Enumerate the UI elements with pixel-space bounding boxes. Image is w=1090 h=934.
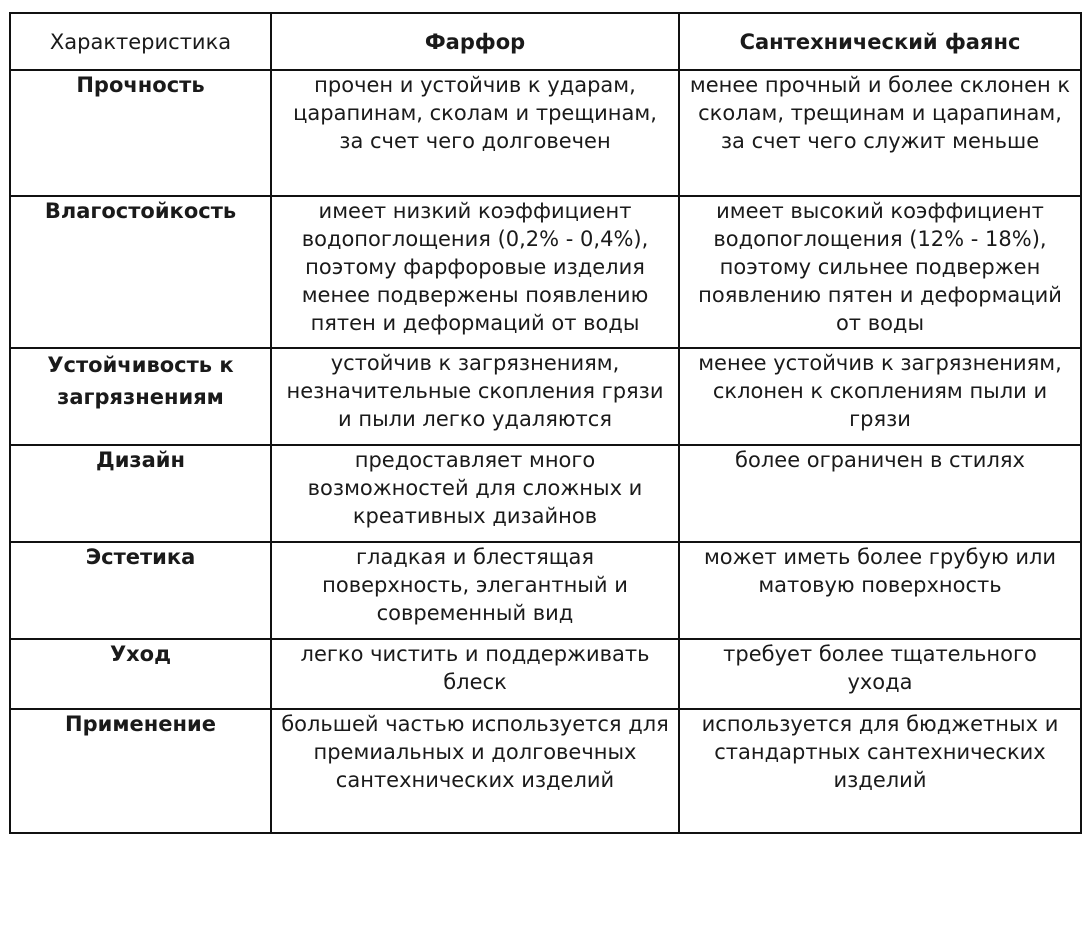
porcelain-cell: прочен и устойчив к ударам, царапинам, сколам и трещинам, за счет чего долговечен bbox=[271, 70, 679, 196]
feature-cell: Устойчивость к загрязнениям bbox=[10, 348, 271, 445]
feature-cell: Прочность bbox=[10, 70, 271, 196]
table-row bbox=[10, 196, 1081, 348]
comparison-table bbox=[9, 12, 1082, 834]
table-row bbox=[10, 542, 1081, 639]
faience-cell: используется для бюджетных и стандартных сантехнических изделий bbox=[679, 709, 1081, 833]
table-row bbox=[10, 639, 1081, 709]
header-porcelain: Фарфор bbox=[271, 13, 679, 70]
feature-cell: Дизайн bbox=[10, 445, 271, 542]
table-row bbox=[10, 445, 1081, 542]
table-row bbox=[10, 348, 1081, 445]
porcelain-cell: большей частью используется для премиальных и долговечных сантехнических изделий bbox=[271, 709, 679, 833]
table-row bbox=[10, 709, 1081, 833]
feature-cell: Влагостойкость bbox=[10, 196, 271, 348]
header-row bbox=[10, 13, 1081, 70]
faience-cell: может иметь более грубую или матовую поверхность bbox=[679, 542, 1081, 639]
porcelain-cell: имеет низкий коэффициент водопоглощения (0,2% - 0,4%), поэтому фарфоровые изделия менее подвержены появлению пятен и деформаций от воды bbox=[271, 196, 679, 348]
feature-cell: Эстетика bbox=[10, 542, 271, 639]
header-characteristic: Характеристика bbox=[10, 13, 271, 70]
table-row bbox=[10, 70, 1081, 196]
header-faience: Сантехнический фаянс bbox=[679, 13, 1081, 70]
feature-cell: Уход bbox=[10, 639, 271, 709]
faience-cell: более ограничен в стилях bbox=[679, 445, 1081, 542]
faience-cell: имеет высокий коэффициент водопоглощения (12% - 18%), поэтому сильнее подвержен появлению пятен и деформаций от воды bbox=[679, 196, 1081, 348]
faience-cell: менее устойчив к загрязнениям, склонен к скоплениям пыли и грязи bbox=[679, 348, 1081, 445]
faience-cell: требует более тщательного ухода bbox=[679, 639, 1081, 709]
feature-cell: Применение bbox=[10, 709, 271, 833]
porcelain-cell: легко чистить и поддерживать блеск bbox=[271, 639, 679, 709]
porcelain-cell: гладкая и блестящая поверхность, элегантный и современный вид bbox=[271, 542, 679, 639]
porcelain-cell: устойчив к загрязнениям, незначительные скопления грязи и пыли легко удаляются bbox=[271, 348, 679, 445]
faience-cell: менее прочный и более склонен к сколам, трещинам и царапинам, за счет чего служит меньше bbox=[679, 70, 1081, 196]
porcelain-cell: предоставляет много возможностей для сложных и креативных дизайнов bbox=[271, 445, 679, 542]
